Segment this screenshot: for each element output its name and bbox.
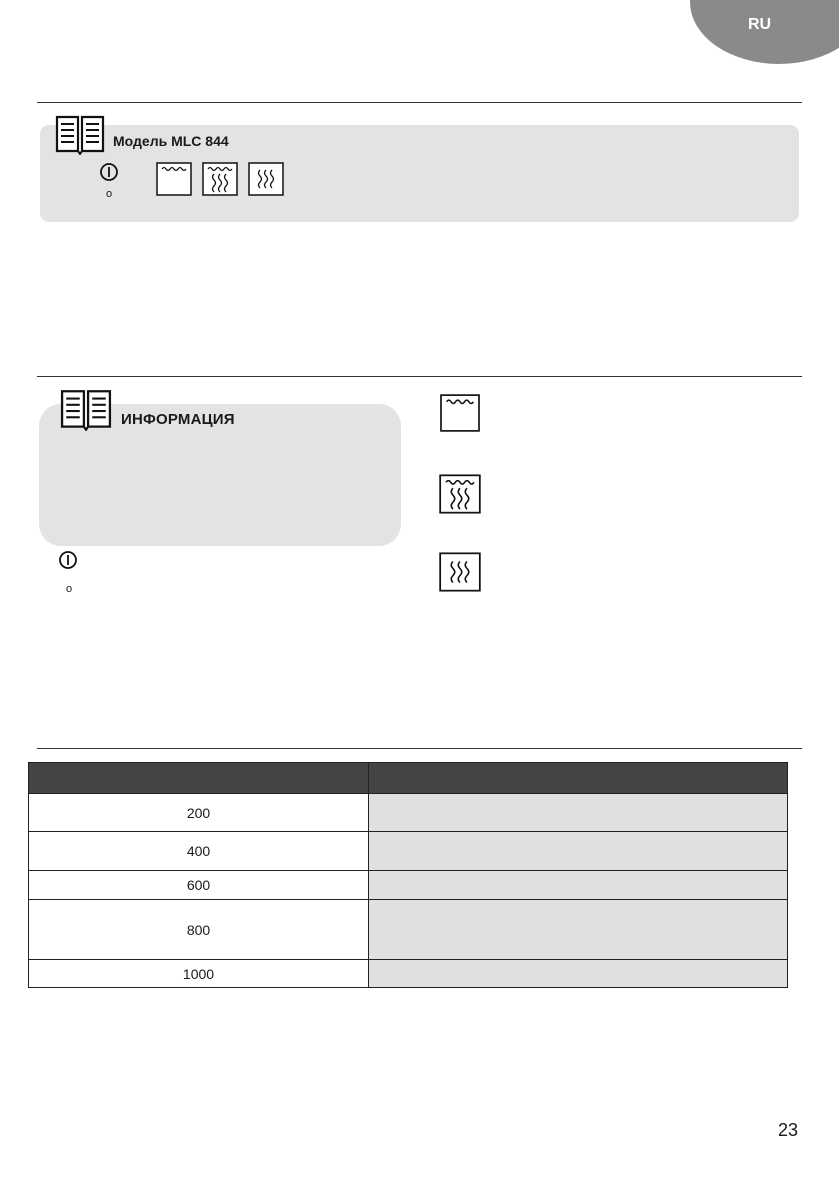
bottom-heat-icon xyxy=(248,162,284,196)
info-title: ИНФОРМАЦИЯ xyxy=(121,411,235,428)
power-value-cell: 600 xyxy=(29,871,369,900)
section-divider xyxy=(37,102,802,103)
degree-symbol: o xyxy=(66,583,73,595)
page-number: 23 xyxy=(778,1120,799,1140)
table-header-cell xyxy=(369,763,788,794)
power-icon xyxy=(99,162,119,182)
top-bottom-heat-icon xyxy=(202,162,238,196)
power-table xyxy=(28,762,788,988)
table-header-cell xyxy=(29,763,369,794)
model-title: Модель MLC 844 xyxy=(113,133,229,149)
section-divider xyxy=(37,748,802,749)
power-icon xyxy=(58,550,78,570)
top-heat-icon xyxy=(156,162,192,196)
power-value-cell: 1000 xyxy=(29,960,369,988)
power-value-cell: 800 xyxy=(29,900,369,960)
description-cell xyxy=(369,871,788,900)
table-row xyxy=(29,871,788,900)
top-bottom-heat-icon xyxy=(439,474,481,514)
book-icon xyxy=(60,389,112,431)
language-badge xyxy=(690,0,839,64)
top-heat-icon xyxy=(439,394,481,432)
power-value-cell: 400 xyxy=(29,832,369,871)
table-header-row xyxy=(29,763,788,794)
table-row xyxy=(29,832,788,871)
section-divider xyxy=(37,376,802,377)
table-row xyxy=(29,900,788,960)
description-cell xyxy=(369,794,788,832)
table-row xyxy=(29,794,788,832)
language-code: RU xyxy=(748,16,772,33)
book-icon xyxy=(55,115,105,155)
degree-symbol: o xyxy=(106,188,113,200)
description-cell xyxy=(369,900,788,960)
description-cell xyxy=(369,960,788,988)
table-row xyxy=(29,960,788,988)
description-cell xyxy=(369,832,788,871)
bottom-heat-icon xyxy=(439,552,481,592)
power-value-cell: 200 xyxy=(29,794,369,832)
